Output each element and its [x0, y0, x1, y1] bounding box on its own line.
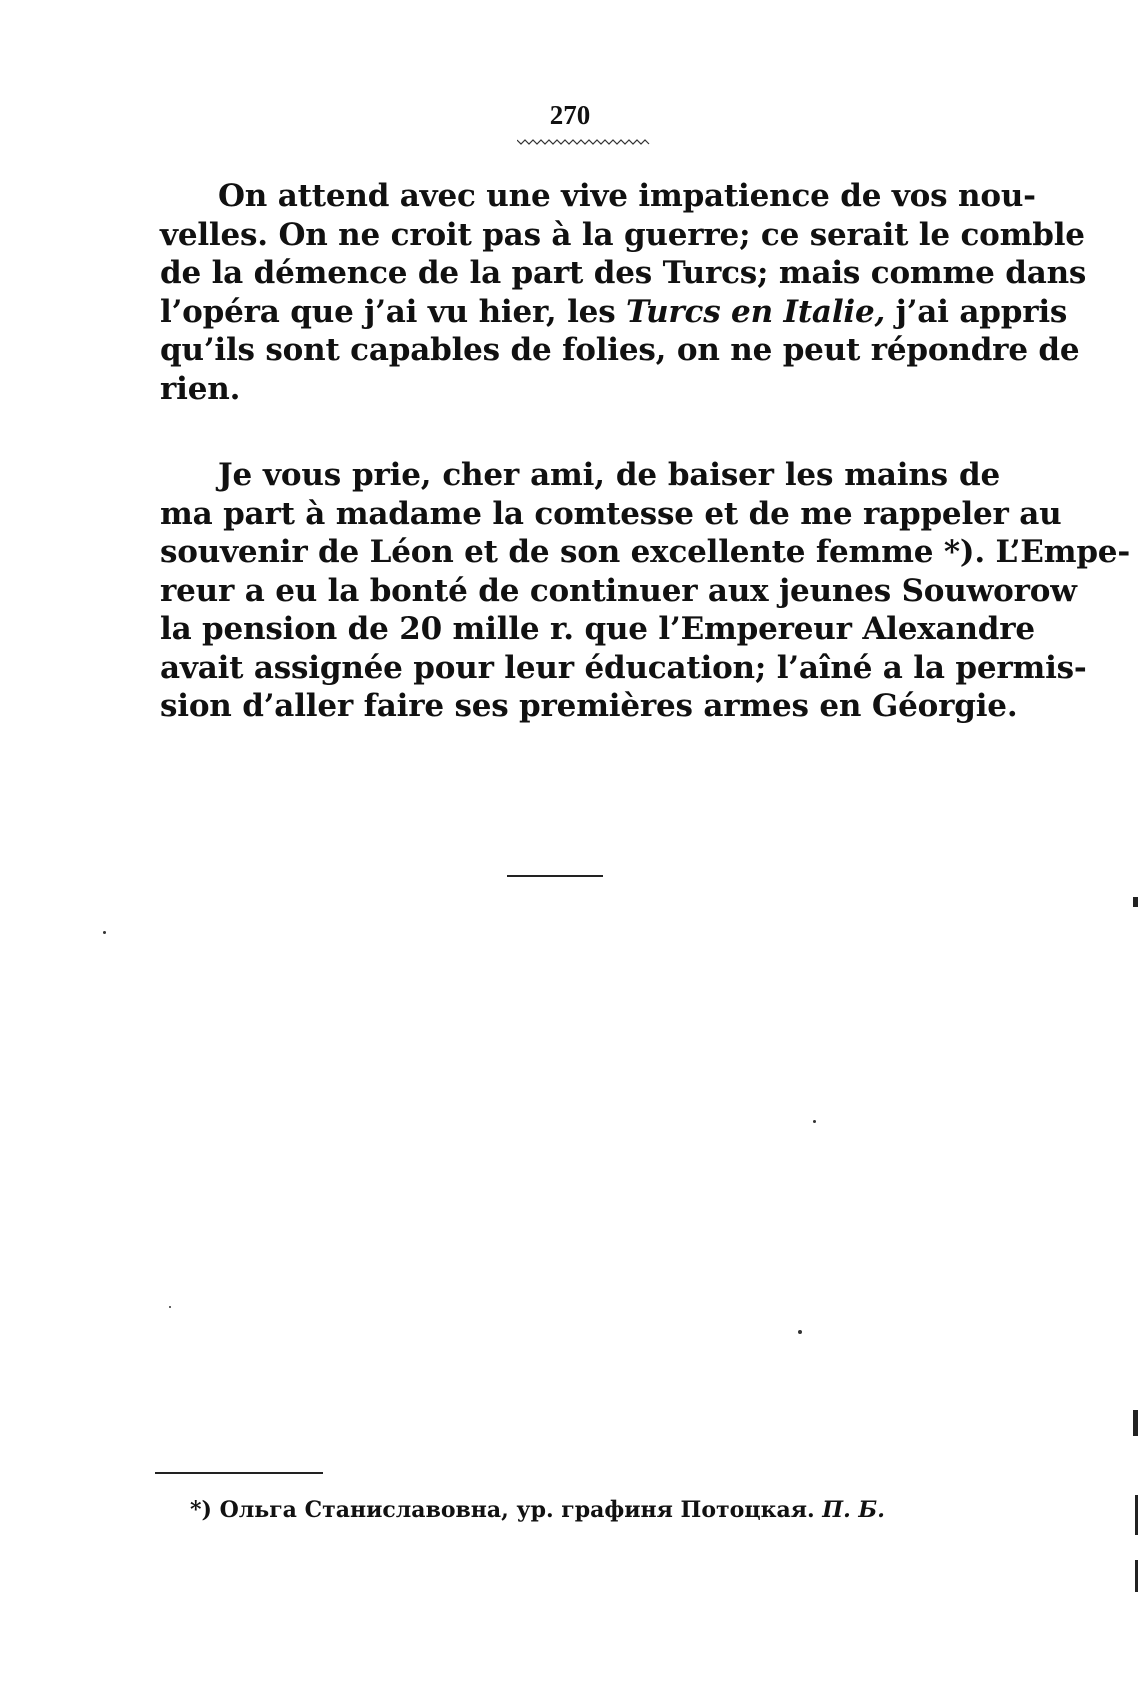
scan-edge-mark [1135, 1560, 1138, 1592]
text-line: On attend avec une vive impatience de vos nou- [218, 178, 1036, 214]
scan-speck [813, 1120, 816, 1123]
text-line: la pension de 20 mille r. que l’Empereur Alexandre [160, 611, 1035, 647]
text-line [160, 293, 1068, 332]
text-line: sion d’aller faire ses premières armes en Géorgie. [160, 688, 1018, 724]
italic-title: Turcs en Italie, [626, 293, 886, 330]
text-line: reur a eu la bonté de continuer aux jeunes Souworow [160, 572, 1077, 609]
scan-edge-mark [1135, 1495, 1138, 1535]
footnote-rule [155, 1472, 323, 1474]
text-line: Je vous prie, cher ami, de baiser les mains de [218, 457, 1000, 493]
scan-speck [103, 931, 106, 934]
text-segment: j’ai appris [885, 293, 1068, 330]
scan-edge-mark [1133, 897, 1138, 907]
scan-edge-mark [1133, 1410, 1138, 1436]
text-line: de la démence de la part des Turcs; mais comme dans [160, 255, 1087, 291]
paragraph-1 [160, 177, 1087, 408]
footnote-text: Ольга Станиславовна, ур. графиня Потоцкая. [211, 1497, 823, 1523]
scan-speck [798, 1330, 802, 1334]
text-line: avait assignée pour leur éducation; l’aîné a la permis- [160, 649, 1087, 686]
text-line: rien. [160, 370, 241, 407]
section-separator [507, 875, 603, 877]
paragraph-2 [160, 456, 1130, 726]
text-segment: l’opéra que j’ai vu hier, les [160, 293, 627, 330]
text-line: ma part à madame la comtesse et de me rappeler au [160, 495, 1062, 532]
scan-speck [169, 1306, 171, 1308]
text-line: souvenir de Léon et de son excellente femme *). L’Empe- [160, 534, 1130, 570]
footnote-marker: *) [190, 1497, 212, 1523]
footnote [190, 1497, 950, 1523]
page-number: 270 [549, 100, 591, 130]
text-line: qu’ils sont capables de folies, on ne peut répondre de [160, 332, 1080, 368]
page-number-ornament [517, 138, 651, 146]
footnote-signature: П. Б. [822, 1497, 885, 1523]
text-line: velles. On ne croit pas à la guerre; ce serait le comble [160, 216, 1085, 253]
